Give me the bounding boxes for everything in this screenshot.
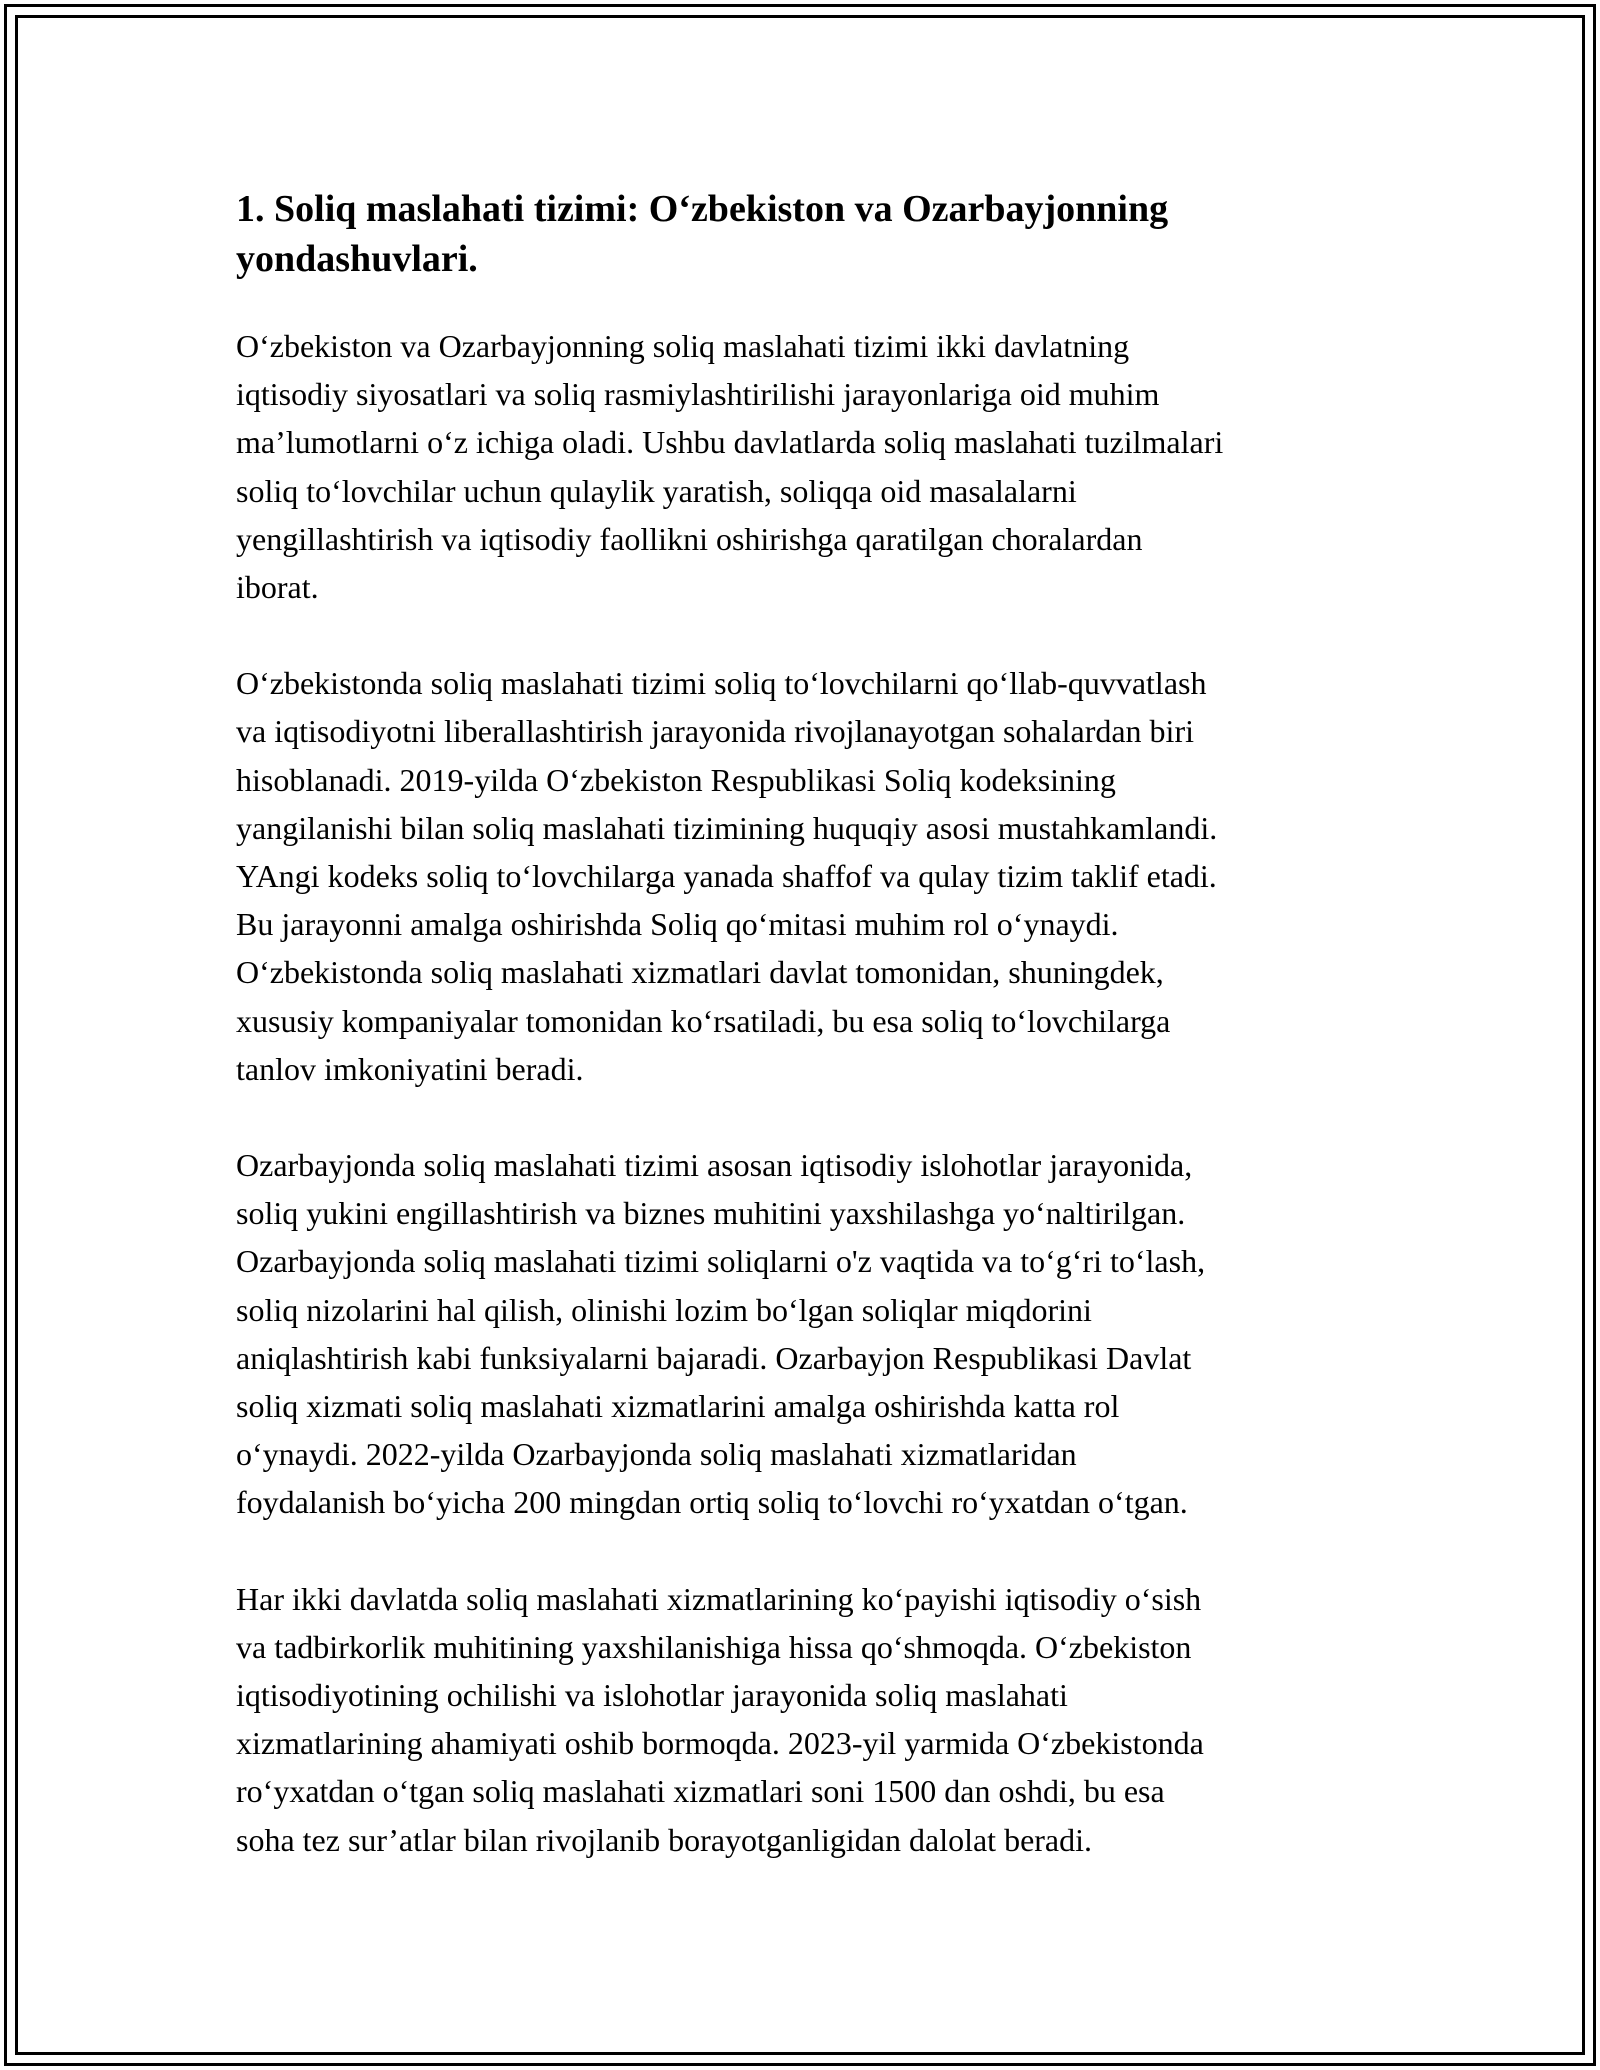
section-heading: 1. Soliq maslahati tizimi: O‘zbekiston va Ozarbayjonning yondashuvlari. [236,188,1169,280]
document-body [236,184,1376,1912]
paragraph-conclusion: Har ikki davlatda soliq maslahati xizmatlarining ko‘payishi iqtisodiy o‘sish va tadbirkorlik muhitining yaxshilanishiga hissa qo‘shmoqda. O‘zbekiston iqtisodiyotining ochilishi va islohotlar jarayonida soliq maslahati xizmatlarining ahamiyati oshib bormoqda. 2023-yil yarmida O‘zbekistonda ro‘yxatdan o‘tgan soliq maslahati xizmatlari soni 1500 dan oshdi, bu esa soha tez sur’atlar bilan rivojlanib borayotganligidan dalolat beradi. [236,1580,1204,1858]
paragraph-uzbekistan: O‘zbekistonda soliq maslahati tizimi soliq to‘lovchilarni qo‘llab-quvvatlash va iqtisodiyotni liberallashtirish jarayonida rivojlanayotgan sohalardan biri hisoblanadi. 2019-yilda O‘zbekiston Respublikasi Soliq kodeksining yangilanishi bilan soliq maslahati tizimining huquqiy asosi mustahkamlandi. YAngi kodeks soliq to‘lovchilarga yanada shaffof va qulay tizim taklif etadi. Bu jarayonni amalga oshirishda Soliq qo‘mitasi muhim rol o‘ynaydi. O‘zbekistonda soliq maslahati xizmatlari davlat tomonidan, shuningdek, xususiy kompaniyalar tomonidan ko‘rsatiladi, bu esa soliq to‘lovchilarga tanlov imkoniyatini beradi. [236,665,1218,1087]
paragraph-azerbaijan: Ozarbayjonda soliq maslahati tizimi asosan iqtisodiy islohotlar jarayonida, soliq yukini engillashtirish va biznes muhitini yaxshilashga yo‘naltirilgan. Ozarbayjonda soliq maslahati tizimi soliqlarni o'z vaqtida va to‘g‘ri to‘lash, soliq nizolarini hal qilish, olinishi lozim bo‘lgan soliqlar miqdorini aniqlashtirish kabi funksiyalarni bajaradi. Ozarbayjon Respublikasi Davlat soliq xizmati soliq maslahati xizmatlarini amalga oshirishda katta rol o‘ynaydi. 2022-yilda Ozarbayjonda soliq maslahati xizmatlaridan foydalanish bo‘yicha 200 mingdan ortiq soliq to‘lovchi ro‘yxatdan o‘tgan. [236,1147,1206,1521]
paragraph-intro: O‘zbekiston va Ozarbayjonning soliq maslahati tizimi ikki davlatning iqtisodiy siyosatlari va soliq rasmiylashtirilishi jarayonlariga oid muhim ma’lumotlarni o‘z ichiga oladi. Ushbu davlatlarda soliq maslahati tuzilmalari soliq to‘lovchilar uchun qulaylik yaratish, soliqqa oid masalalarni yengillashtirish va iqtisodiy faollikni oshirishga qaratilgan choralardan iborat. [236,328,1224,606]
